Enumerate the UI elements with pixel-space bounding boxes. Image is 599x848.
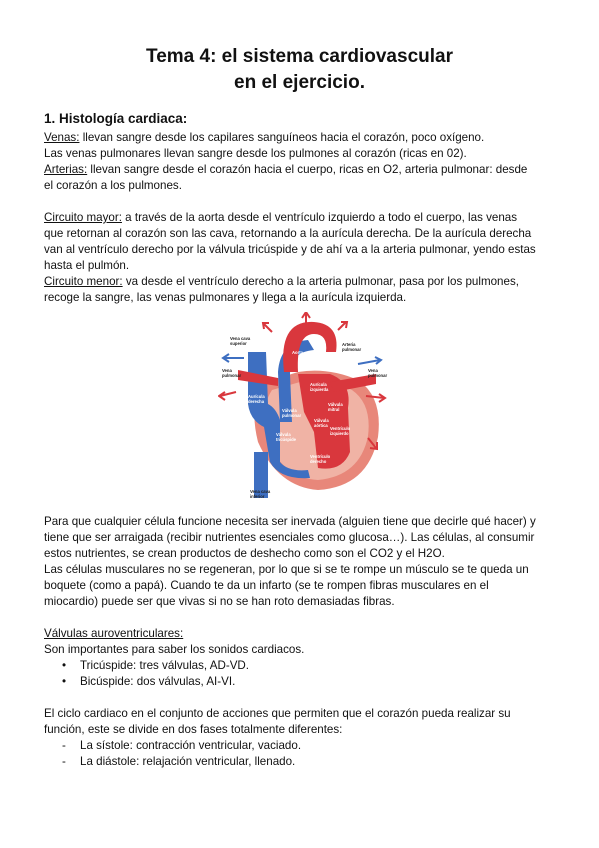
celula-line2: tiene que ser arraigada (recibir nutrientes esenciales como glucosa…). Las células, al consumir (44, 531, 535, 544)
label-aorta: Aorta (292, 350, 303, 355)
label-vena-pulmonar-l-2: pulmonar (222, 373, 242, 378)
label-ventriculo-der-1: Ventrículo (310, 454, 331, 459)
term-arterias: Arterias: (44, 163, 88, 176)
paragraph-venas-pulmonares: Las venas pulmonares llevan sangre desde los pulmones al corazón (ricas en 02). (44, 147, 467, 160)
term-circuito-menor: Circuito menor: (44, 275, 123, 288)
label-auricula-izq-2: izquierda (310, 387, 329, 392)
circuito-mayor-line4: hasta el pulmón. (44, 259, 130, 272)
valvulas-heading: Válvulas auroventriculares: (44, 627, 184, 640)
circuito-mayor-line1: a través de la aorta desde el ventrículo izquierdo a todo el cuerpo, las venas (121, 211, 518, 224)
label-valvula-pulmonar-2: pulmonar (282, 413, 302, 418)
label-ventriculo-izq-1: Ventrículo (330, 426, 351, 431)
label-vena-cava-sup-1: Vena cava (230, 336, 251, 341)
arrow-up-right-icon (338, 322, 347, 330)
ciclo-line2: función, este se divide en dos fases totalmente diferentes: (44, 723, 343, 736)
label-valvula-pulmonar-1: Válvula (282, 408, 297, 413)
arrow-right-icon (358, 357, 381, 364)
label-vena-cava-sup-2: superior (230, 341, 247, 346)
label-vena-pulmonar-l-1: Vena (222, 368, 232, 373)
label-auricula-izq-1: Aurícula (310, 382, 327, 387)
section-heading-histologia: 1. Histología cardiaca: (44, 111, 188, 126)
valvulas-item-1: Tricúspide: tres válvulas, AD-VD. (80, 659, 250, 672)
label-valvula-tricuspide-1: Válvula (276, 432, 291, 437)
label-arteria-pulmonar-2: pulmonar (342, 347, 362, 352)
circuito-mayor-line3: van al ventrículo derecho por la válvula tricúspide y de ahí va a la arteria pulmonar, yendo estas (44, 243, 536, 256)
label-valvula-mitral-1: Válvula (328, 402, 343, 407)
label-valvula-tricuspide-2: tricúspide (276, 437, 297, 442)
bullet-dash-icon: - (62, 739, 66, 752)
circuito-mayor-line2: que retornan al corazón son las cava, retornando a la aurícula derecha. De la aurícula derecha (44, 227, 532, 240)
term-venas: Venas: (44, 131, 80, 144)
label-vena-cava-inf-2: inferior (250, 494, 265, 499)
bullet-dot-icon: • (62, 659, 67, 672)
label-vena-cava-inf-1: Vena cava (250, 489, 271, 494)
heart-diagram (218, 312, 388, 502)
circuito-menor-line1: va desde el ventrículo derecho a la arteria pulmonar, pasa por los pulmones, (122, 275, 519, 288)
arrow-left-icon (223, 354, 244, 362)
bullet-dash-icon: - (62, 755, 66, 768)
label-valvula-mitral-2: mitral (328, 407, 340, 412)
paragraph-arterias-line2: el corazón a los pulmones. (44, 179, 182, 192)
paragraph-arterias (44, 162, 527, 179)
label-valvula-aortica-1: Válvula (314, 418, 329, 423)
celula-line4: Las células musculares no se regeneran, por lo que si se te rompe un músculo se te queda un (44, 563, 529, 576)
valvulas-intro: Son importantes para saber los sonidos cardiacos. (44, 643, 305, 656)
arrow-up-left-icon (263, 323, 272, 332)
label-ventriculo-der-2: derecho (310, 459, 327, 464)
label-auricula-der-1: Aurícula (248, 394, 265, 399)
ciclo-item-2: La diástole: relajación ventricular, llenado. (80, 755, 296, 768)
term-circuito-mayor: Circuito mayor: (44, 211, 122, 224)
label-vena-pulmonar-r-1: Vena (368, 368, 378, 373)
paragraph-circuito-menor (44, 274, 519, 291)
celula-line5: boquete (como a papá). Cuando te da un infarto (se te rompen fibras musculares en el (44, 579, 489, 592)
page-title-line2: en el ejercicio. (234, 72, 365, 93)
celula-line6: miocardio) puede ser que vivas si no se han roto demasiadas fibras. (44, 595, 395, 608)
arterias-definition: llevan sangre desde el corazón hacia el cuerpo, ricas en O2, arteria pulmonar: desde (87, 163, 528, 176)
page-title-line1: Tema 4: el sistema cardiovascular (146, 46, 453, 67)
ciclo-item-1: La sístole: contracción ventricular, vaciado. (80, 739, 302, 752)
ciclo-line1: El ciclo cardiaco en el conjunto de acciones que permiten que el corazón pueda realizar su (44, 707, 511, 720)
paragraph-venas (44, 130, 484, 147)
label-valvula-aortica-2: aórtica (314, 423, 328, 428)
valvulas-item-2: Bicúspide: dos válvulas, AI-VI. (80, 675, 236, 688)
bullet-dot-icon: • (62, 675, 67, 688)
label-vena-pulmonar-r-2: pulmonar (368, 373, 388, 378)
celula-line1: Para que cualquier célula funcione necesita ser inervada (alguien tiene que decirle qué hacer) y (44, 515, 536, 528)
arrow-left-icon-2 (219, 392, 236, 400)
circuito-menor-line2: recoge la sangre, las venas pulmonares y llega a la aurícula izquierda. (44, 291, 407, 304)
label-ventriculo-izq-2: izquierdo (330, 431, 349, 436)
paragraph-circuito-mayor (44, 210, 517, 227)
label-auricula-der-2: derecha (248, 399, 265, 404)
label-arteria-pulmonar-1: Arteria (342, 342, 356, 347)
venas-definition: llevan sangre desde los capilares sanguíneos hacia el corazón, poco oxígeno. (79, 131, 485, 144)
celula-line3: estos nutrientes, se crean productos de deshecho como son el CO2 y el H2O. (44, 547, 445, 560)
